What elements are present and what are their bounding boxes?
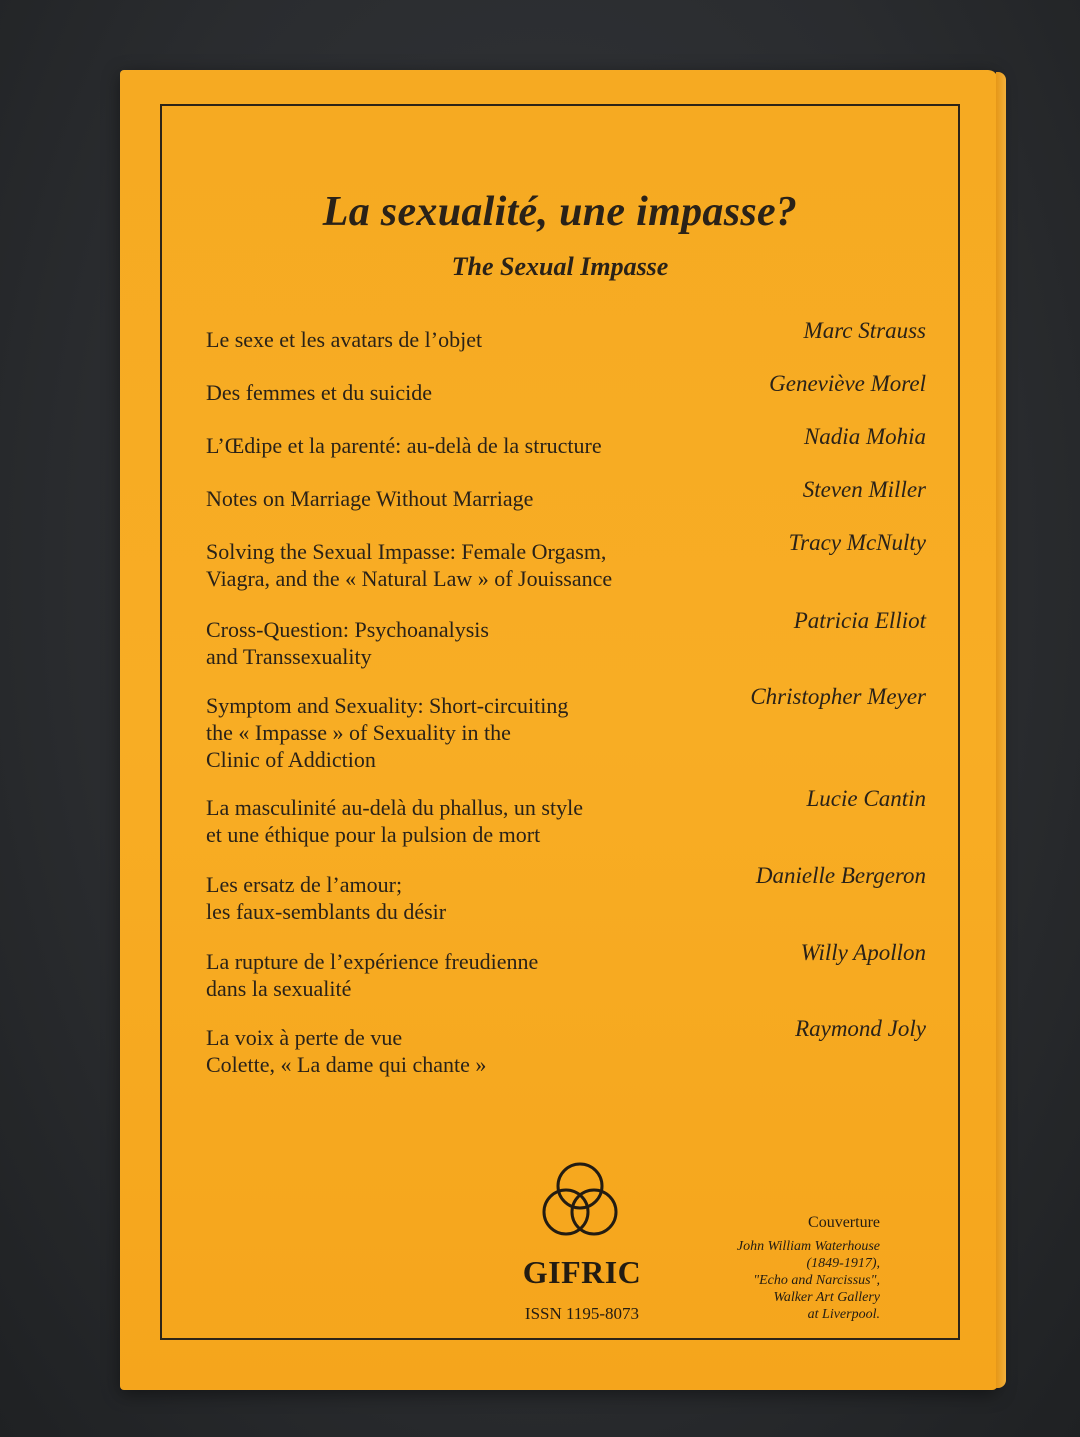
credits-heading: Couverture <box>808 1214 880 1231</box>
toc-entry-title: Solving the Sexual Impasse: Female Orgasm, Viagra, and the « Natural Law » of Jouissance <box>206 539 613 591</box>
publisher-name: GIFRIC <box>522 1254 642 1290</box>
issn-number: ISSN 1195-8073 <box>524 1304 640 1323</box>
toc-entry-author: Geneviève Morel <box>769 371 926 396</box>
book-back-cover <box>120 70 998 1390</box>
toc-entry-title: L’Œdipe et la parenté: au-delà de la structure <box>206 433 602 458</box>
book-title: La sexualité, une impasse? <box>322 189 798 235</box>
toc-entry-author: Tracy McNulty <box>788 530 926 555</box>
gifric-logo <box>520 1156 640 1252</box>
toc-entry-author: Steven Miller <box>802 477 926 502</box>
interlocking-rings-icon <box>532 1156 628 1252</box>
toc-entry-title: Symptom and Sexuality: Short-circuiting the « Impasse » of Sexuality in the Clinic of Addiction <box>206 693 569 772</box>
toc-entry-author: Nadia Mohia <box>803 424 926 449</box>
toc-entry-author: Lucie Cantin <box>806 786 926 811</box>
toc-entry-author: Marc Strauss <box>803 318 926 343</box>
book-subtitle: The Sexual Impasse <box>451 252 669 281</box>
credits-line: (1849-1917), <box>806 1256 880 1271</box>
cover-border-frame <box>160 104 960 1340</box>
toc-entry-author: Raymond Joly <box>795 1016 926 1041</box>
credits-line: Walker Art Gallery <box>773 1290 880 1305</box>
toc-entry-title: Cross-Question: Psychoanalysis and Transsexuality <box>206 617 489 669</box>
toc-entry-title: Notes on Marriage Without Marriage <box>206 486 534 511</box>
toc-entry-title: La rupture de l’expérience freudienne dans la sexualité <box>206 949 539 1001</box>
toc-entry-author: Danielle Bergeron <box>755 863 926 888</box>
book-page-edge <box>996 72 1006 1388</box>
toc-entry-title: La voix à perte de vue Colette, « La dame qui chante » <box>206 1025 487 1077</box>
toc-entry-author: Christopher Meyer <box>750 684 926 709</box>
toc-entry-title: La masculinité au-delà du phallus, un style et une éthique pour la pulsion de mort <box>206 795 583 847</box>
credits-line: "Echo and Narcissus", <box>753 1273 880 1288</box>
credits-line: John William Waterhouse <box>736 1239 880 1254</box>
toc-entry-author: Willy Apollon <box>800 940 926 965</box>
cover-credits <box>737 1214 880 1323</box>
toc-entry-title: Le sexe et les avatars de l’objet <box>206 327 483 352</box>
toc-entry-author: Patricia Elliot <box>793 608 926 633</box>
credits-line: at Liverpool. <box>807 1307 880 1322</box>
toc-entry-title: Des femmes et du suicide <box>206 380 433 405</box>
toc-entry-title: Les ersatz de l’amour; les faux-semblants du désir <box>206 872 447 924</box>
